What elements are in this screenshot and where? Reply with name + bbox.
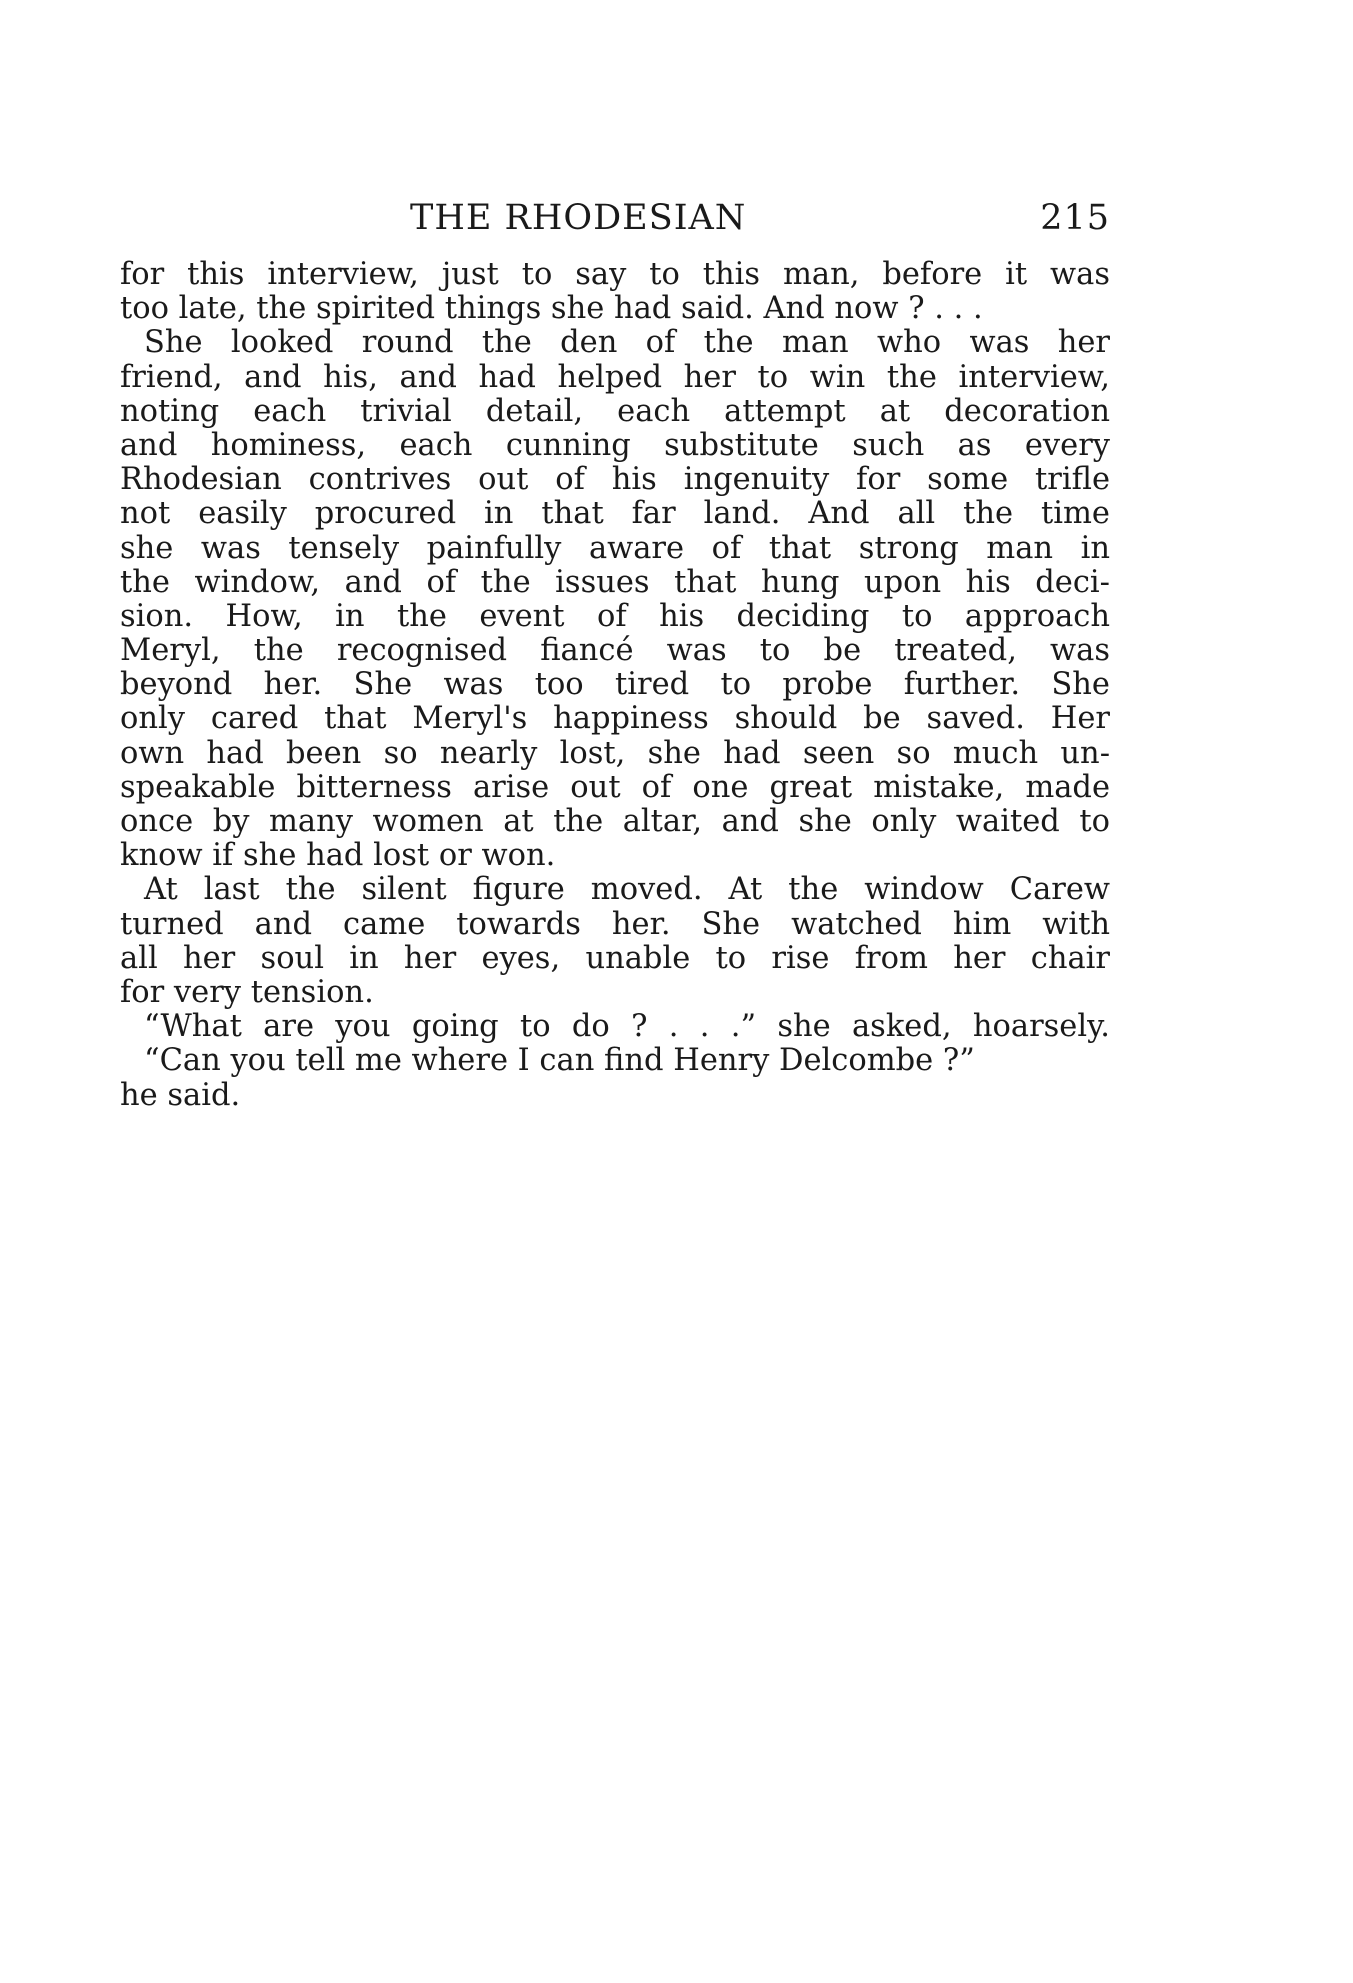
text-line: and hominess, each cunning substitute such as every (120, 428, 1110, 463)
text-line: know if she had lost or won. (120, 839, 556, 874)
text-line: She looked round the den of the man who was her (144, 326, 1110, 361)
text-line: she was tensely painfully aware of that strong man in (120, 531, 1110, 566)
text-line: “What are you going to do ? . . .” she asked, hoarsely. (144, 1010, 1110, 1045)
page-header (120, 198, 1110, 246)
text-line: noting each trivial detail, each attempt at decoration (120, 394, 1110, 429)
body-text (120, 258, 1110, 1113)
text-line: all her soul in her eyes, unable to rise from her chair (120, 941, 1110, 976)
text-line: too late, the spirited things she had said. And now ? . . . (120, 292, 983, 327)
text-line: turned and came towards her. She watched him with (120, 907, 1110, 942)
text-line: own had been so nearly lost, she had seen so much un- (120, 736, 1110, 771)
text-line: for very tension. (120, 975, 374, 1010)
text-line: the window, and of the issues that hung upon his deci- (120, 565, 1110, 600)
text-line: only cared that Meryl's happiness should be saved. Her (120, 702, 1110, 737)
text-line: speakable bitterness arise out of one great mistake, made (120, 770, 1110, 805)
text-line: At last the silent figure moved. At the window Carew (144, 873, 1110, 908)
text-line: friend, and his, and had helped her to win the interview, (120, 360, 1110, 395)
text-line: beyond her. She was too tired to probe further. She (120, 668, 1110, 703)
text-line: Rhodesian contrives out of his ingenuity for some trifle (120, 463, 1110, 498)
text-line: Meryl, the recognised fiancé was to be treated, was (120, 634, 1110, 669)
text-line: sion. How, in the event of his deciding to approach (120, 599, 1110, 634)
text-line: “Can you tell me where I can find Henry Delcombe ?” (144, 1044, 975, 1079)
text-line: once by many women at the altar, and she only waited to (120, 805, 1110, 839)
text-line: he said. (120, 1078, 241, 1113)
text-line: not easily procured in that far land. And all the time (120, 497, 1110, 532)
page-number: 215 (1040, 198, 1110, 238)
text-line: for this interview, just to say to this man, before it was (120, 258, 1110, 292)
running-title: THE RHODESIAN (410, 198, 747, 238)
